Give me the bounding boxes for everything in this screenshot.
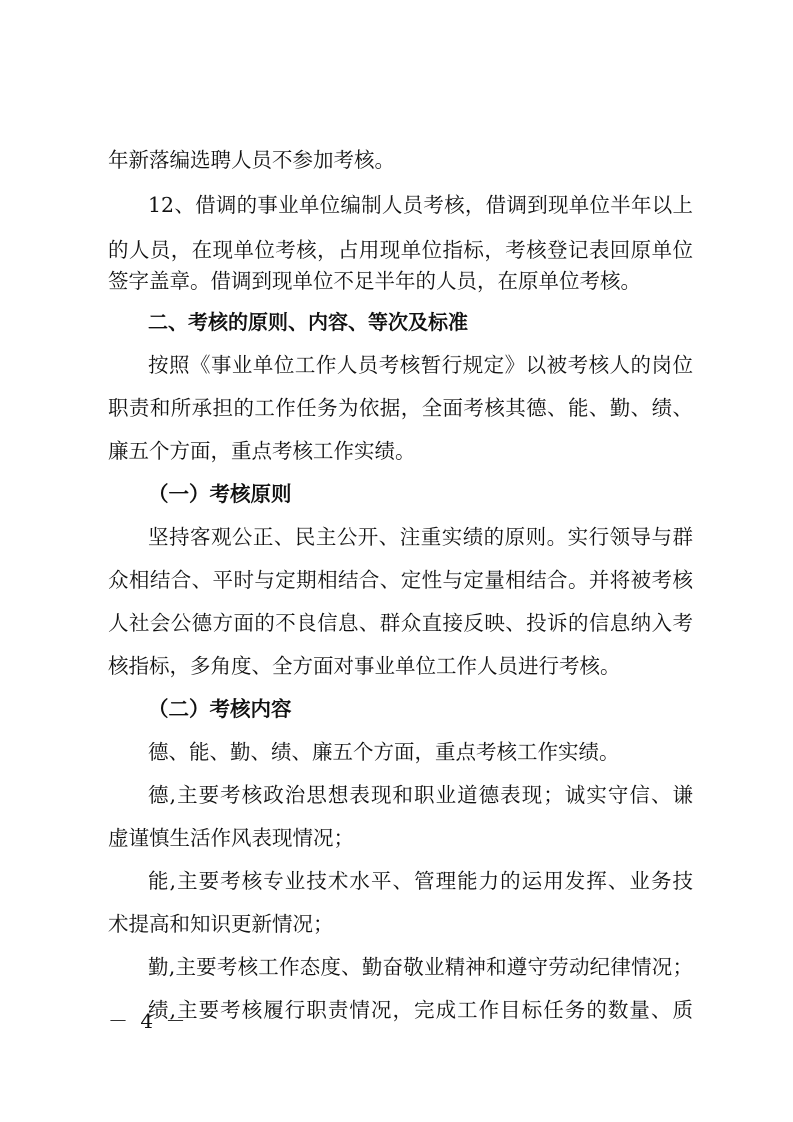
text-line: 12、借调的事业单位编制人员考核，借调到现单位半年以上	[148, 193, 693, 217]
text-line: 职责和所承担的工作任务为依据，全面考核其德、能、勤、绩、	[108, 396, 693, 420]
text-line: 按照《事业单位工作人员考核暂行规定》以被考核人的岗位	[148, 353, 693, 377]
text-line: 签字盖章。借调到现单位不足半年的人员，在原单位考核。	[108, 269, 641, 293]
subsection-heading: （一）考核原则	[148, 482, 292, 506]
subsection-heading: （二）考核内容	[148, 697, 292, 721]
text-line: 德、能、勤、绩、廉五个方面，重点考核工作实绩。	[148, 740, 620, 764]
section-heading: 二、考核的原则、内容、等次及标准	[148, 310, 468, 334]
text-line: 年新落编选聘人员不参加考核。	[108, 148, 395, 172]
text-line: 的人员，在现单位考核，占用现单位指标，考核登记表回原单位	[108, 238, 693, 262]
text-line: 能,主要考核专业技术水平、管理能力的运用发挥、业务技	[148, 869, 693, 893]
text-line: 虚谨慎生活作风表现情况；	[108, 826, 354, 850]
text-line: 人社会公德方面的不良信息、群众直接反映、投诉的信息纳入考	[108, 611, 693, 635]
text-line: 坚持客观公正、民主公开、注重实绩的原则。实行领导与群	[148, 525, 693, 549]
text-line: 勤,主要考核工作态度、勤奋敬业精神和遵守劳动纪律情况；	[148, 955, 693, 979]
text-line: 术提高和知识更新情况；	[108, 912, 334, 936]
text-line: 众相结合、平时与定期相结合、定性与定量相结合。并将被考核	[108, 568, 693, 592]
text-line: 廉五个方面，重点考核工作实绩。	[108, 439, 416, 463]
page-number: － 4 －	[108, 1009, 189, 1033]
text-line: 绩,主要考核履行职责情况，完成工作目标任务的数量、质	[148, 998, 693, 1022]
text-line: 德,主要考核政治思想表现和职业道德表现；诚实守信、谦	[148, 783, 693, 807]
text-line: 核指标，多角度、全方面对事业单位工作人员进行考核。	[108, 654, 621, 678]
